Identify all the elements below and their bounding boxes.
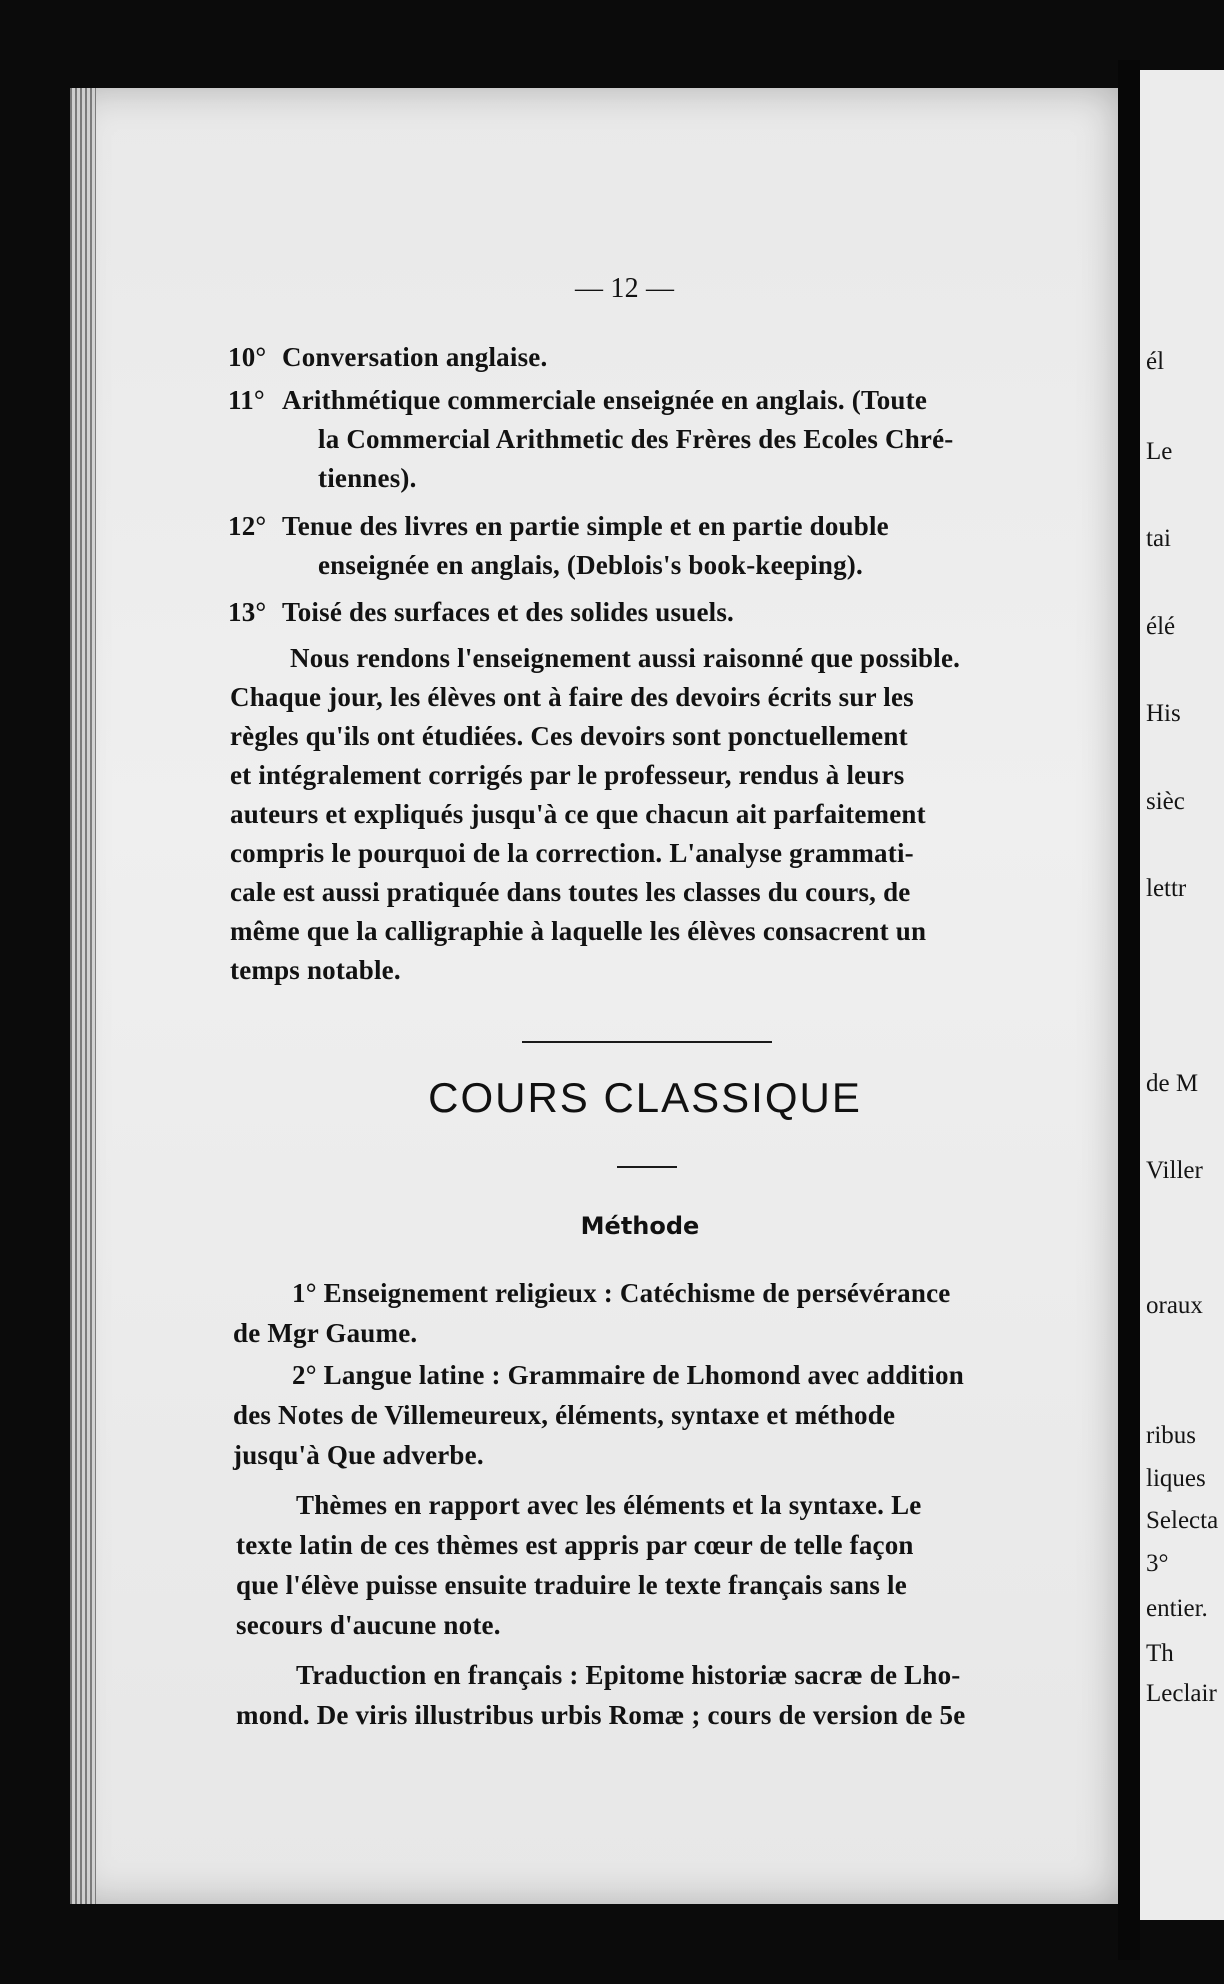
adjacent-fragment: Th [1146,1640,1174,1667]
adjacent-fragment: 3° [1146,1550,1169,1577]
paragraph-line: même que la calligraphie à laquelle les élèves consacrent un [230,916,927,946]
adjacent-fragment: ribus [1146,1422,1196,1449]
adjacent-fragment: lettr [1146,875,1187,902]
list-item-line: enseignée en anglais, (Deblois's book-keeping). [318,550,863,580]
adjacent-fragment: Le [1146,438,1173,465]
adjacent-page-strip [1140,70,1224,1920]
adjacent-fragment: entier. [1146,1595,1208,1622]
section-line: que l'élève puisse ensuite traduire le texte français sans le [236,1570,907,1600]
section-line: 1° Enseignement religieux : Catéchisme de persévérance [292,1278,951,1308]
list-item-line: Arithmétique commerciale enseignée en anglais. (Toute [282,385,928,415]
list-item-line: la Commercial Arithmetic des Frères des Ecoles Chré- [318,424,954,454]
adjacent-fragment: Viller [1146,1157,1203,1184]
list-item-line: Tenue des livres en partie simple et en partie double [282,511,889,541]
section-line: secours d'aucune note. [236,1610,501,1640]
paragraph-line: et intégralement corrigés par le professeur, rendus à leurs [230,760,905,790]
list-item-line: tiennes). [318,463,417,493]
paragraph-line: règles qu'ils ont étudiées. Ces devoirs sont ponctuellement [230,721,908,751]
book-gutter [1118,60,1140,1960]
page-edge-shading [70,88,96,1904]
section-line: des Notes de Villemeureux, éléments, syntaxe et méthode [233,1400,896,1430]
heading-rule-bottom [617,1166,677,1168]
section-line: Traduction en français : Epitome historiæ sacræ de Lho- [296,1660,961,1690]
paragraph-line: auteurs et expliqués jusqu'à ce que chacun ait parfaitement [230,799,926,829]
page-number: — 12 — [575,273,675,304]
adjacent-fragment: de M [1146,1070,1199,1097]
list-item-number: 10° [228,342,267,372]
adjacent-fragment: His [1146,700,1181,727]
paragraph-line: Nous rendons l'enseignement aussi raisonné que possible. [290,643,961,673]
section-subheading: Méthode [580,1212,700,1240]
adjacent-fragment: Selecta [1146,1507,1219,1534]
heading-rule-top [522,1041,772,1043]
section-line: Thèmes en rapport avec les éléments et la syntaxe. Le [296,1490,922,1520]
adjacent-fragment: sièc [1146,788,1185,815]
section-line: jusqu'à Que adverbe. [233,1440,484,1470]
section-line: 2° Langue latine : Grammaire de Lhomond avec addition [292,1360,964,1390]
adjacent-fragment: oraux [1146,1292,1203,1319]
section-line: texte latin de ces thèmes est appris par cœur de telle façon [236,1530,914,1560]
paragraph-line: temps notable. [230,955,401,985]
paragraph-line: compris le pourquoi de la correction. L'analyse grammati- [230,838,914,868]
section-line: de Mgr Gaume. [233,1318,418,1348]
adjacent-fragment: él [1146,348,1165,375]
adjacent-fragment: élé [1146,613,1176,640]
section-line: mond. De viris illustribus urbis Romæ ; cours de version de 5e [236,1700,966,1730]
section-heading: COURS CLASSIQUE [428,1074,862,1121]
paragraph-line: cale est aussi pratiquée dans toutes les classes du cours, de [230,877,911,907]
adjacent-fragment: tai [1146,525,1171,552]
adjacent-fragment: Leclair [1146,1680,1217,1707]
adjacent-fragment: liques [1146,1465,1206,1492]
list-item-number: 12° [228,511,267,541]
list-item-number: 13° [228,597,267,627]
list-item-line: Conversation anglaise. [282,342,548,372]
list-item-number: 11° [228,385,265,415]
paragraph-line: Chaque jour, les élèves ont à faire des devoirs écrits sur les [230,682,914,712]
list-item-line: Toisé des surfaces et des solides usuels. [282,597,734,627]
